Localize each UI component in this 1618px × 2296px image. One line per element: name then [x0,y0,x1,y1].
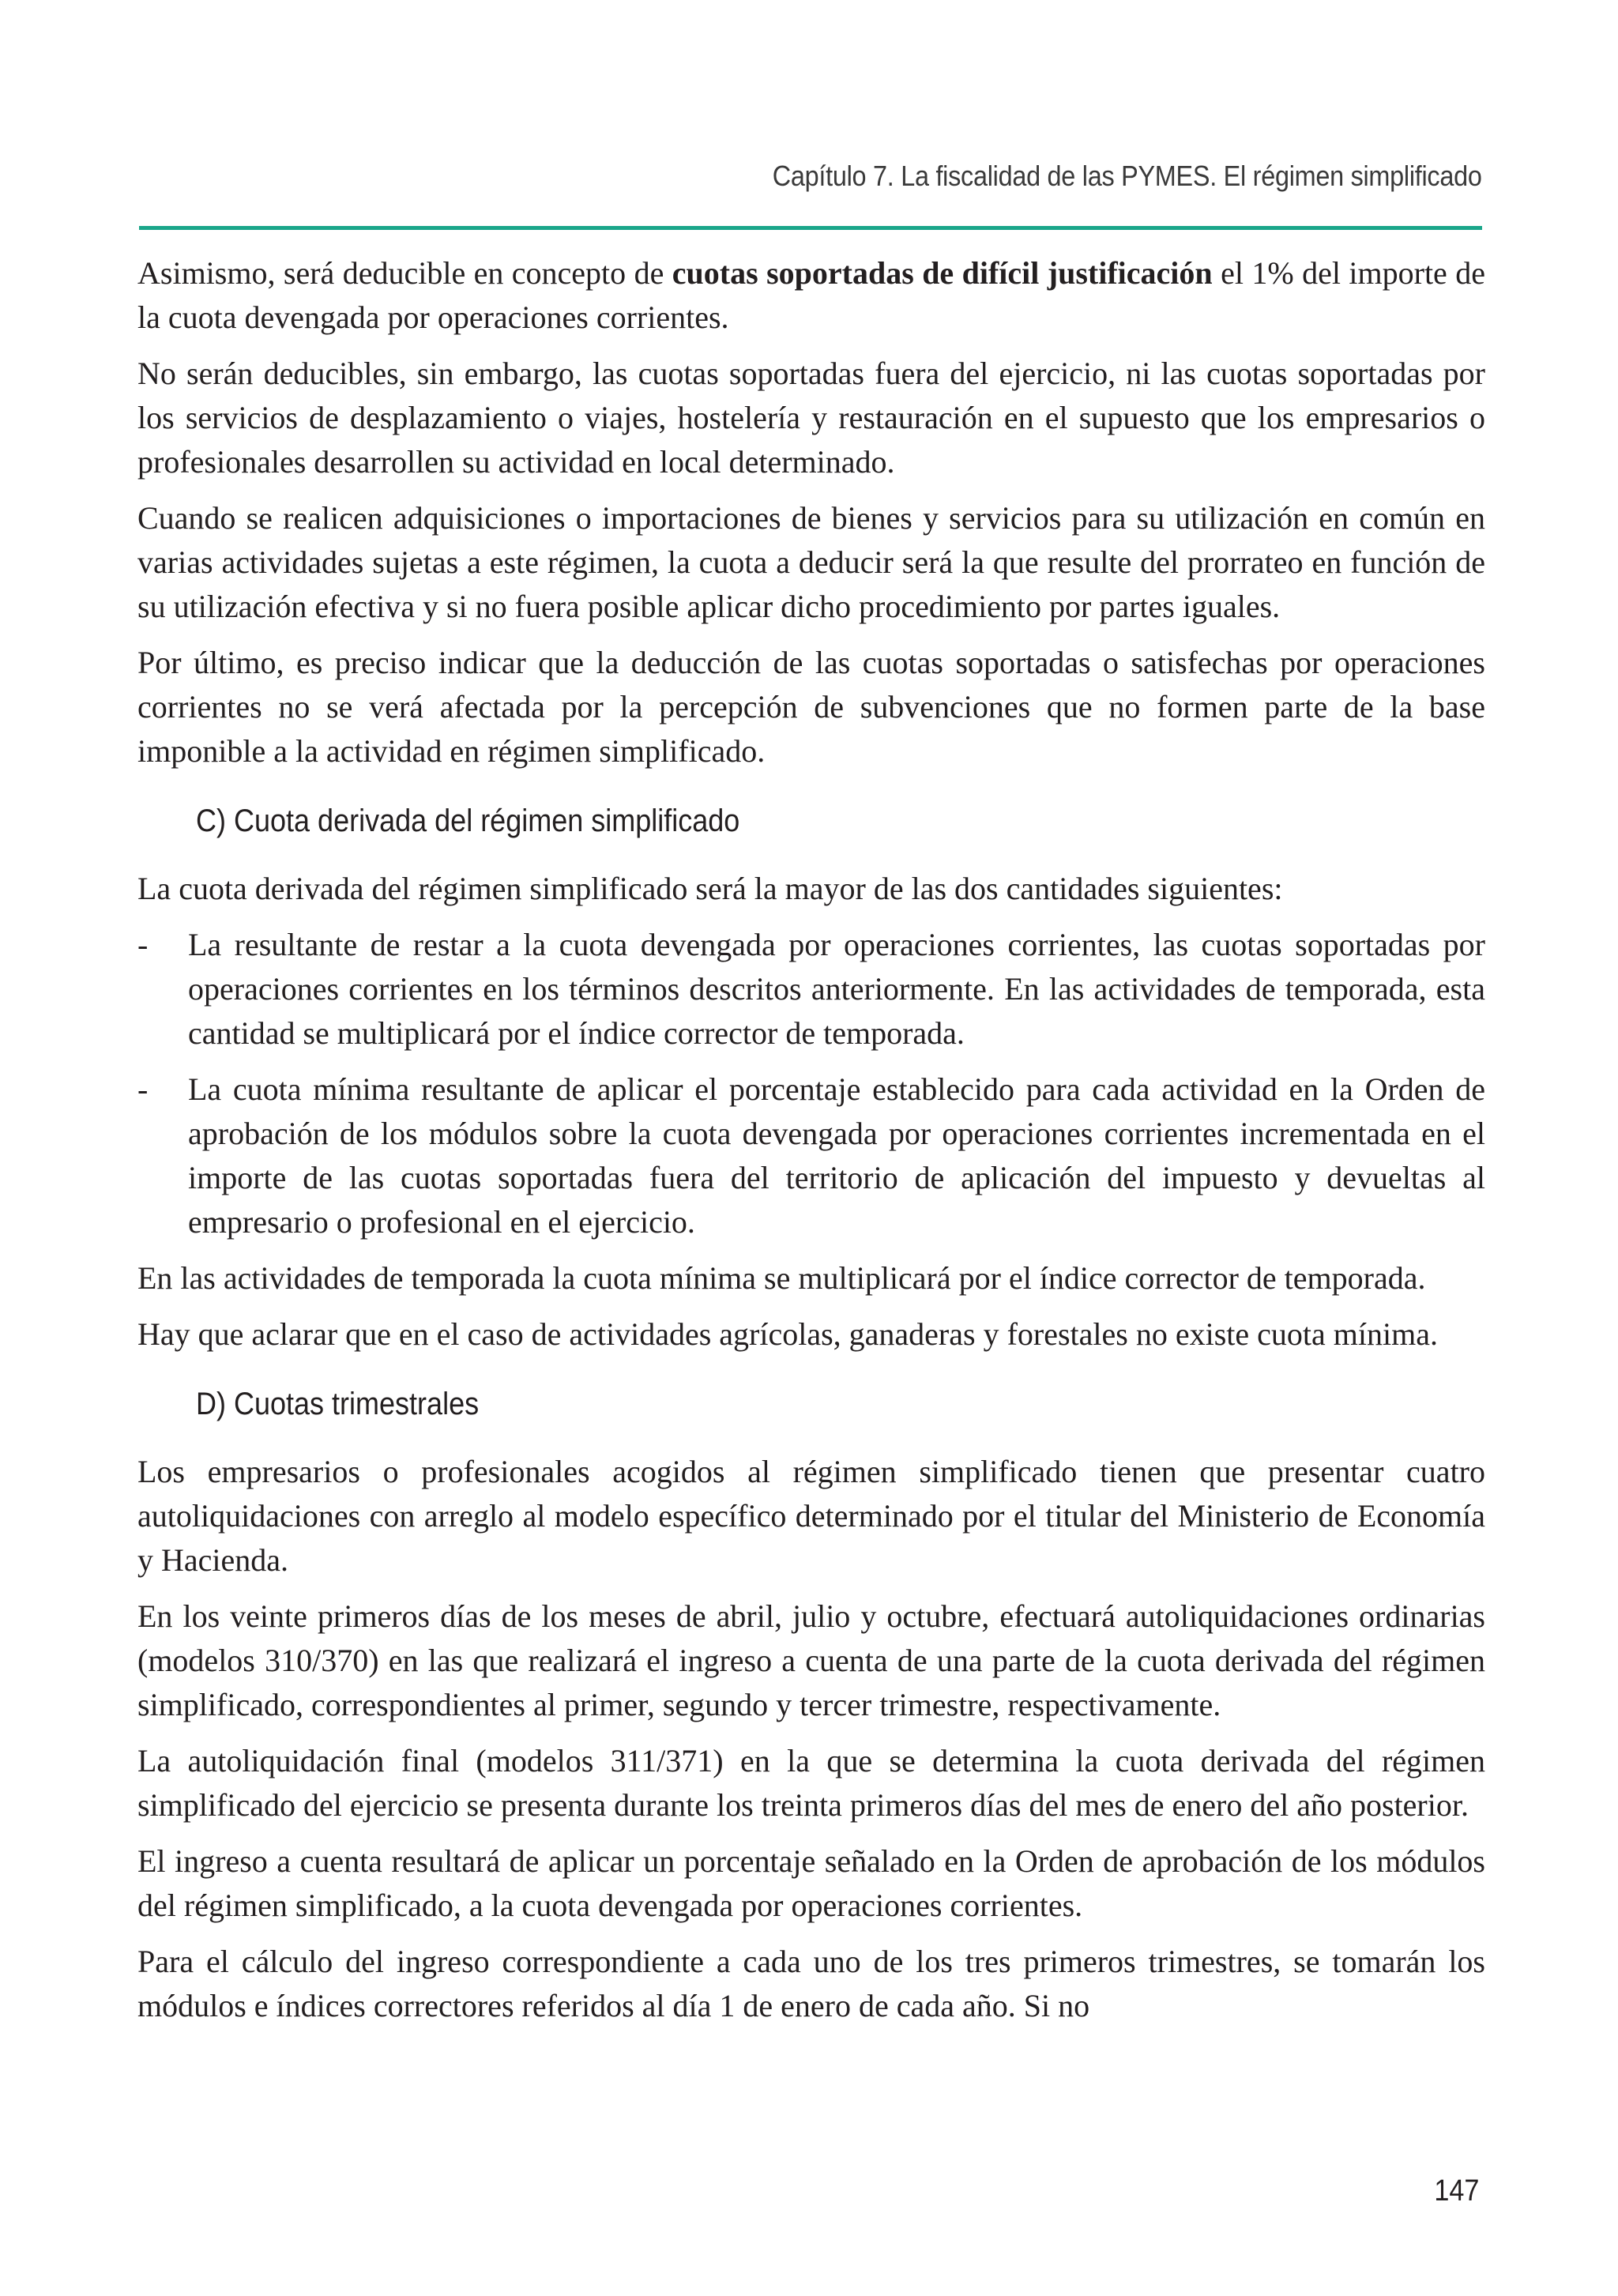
dash-marker: - [137,927,149,962]
header-rule [139,226,1482,230]
paragraph: Para el cálculo del ingreso correspondiente a cada uno de los tres primeros trimestres, se tomarán los módulos e índices correctores referidos al día 1 de enero de cada año. Si no [137,1944,1485,2023]
paragraph: Hay que aclarar que en el caso de actividades agrícolas, ganaderas y forestales no existe cuota mínima. [137,1316,1438,1352]
bold-term: cuotas soportadas de difícil justificación [672,255,1213,291]
paragraph: No serán deducibles, sin embargo, las cuotas soportadas fuera del ejercicio, ni las cuotas soportadas por los servicios de desplazamiento o viajes, hostelería y restauración en el supuesto que los empresarios o profesionales desarrollen su actividad en local determinado. [137,356,1485,480]
paragraph: El ingreso a cuenta resultará de aplicar un porcentaje señalado en la Orden de aprobación de los módulos del régimen simplificado, a la cuota devengada por operaciones corrientes. [137,1843,1485,1923]
paragraph: Los empresarios o profesionales acogidos al régimen simplificado tienen que presentar cuatro autoliquidaciones con arreglo al modelo específico determinado por el titular del Ministerio de Economía y Hacienda. [137,1454,1485,1578]
section-heading-c: C) Cuota derivada del régimen simplificado [196,804,740,838]
running-header: Capítulo 7. La fiscalidad de las PYMES. El régimen simplificado [773,160,1482,192]
bullet-list [137,923,1485,1244]
page-number: 147 [1433,2174,1479,2208]
paragraph: La cuota derivada del régimen simplificado será la mayor de las dos cantidades siguientes: [137,871,1283,906]
list-item: - La resultante de restar a la cuota devengada por operaciones corrientes, las cuotas soportadas por operaciones corrientes en los términos descritos anteriormente. En las actividades de temporada, esta cantidad se multiplicará por el índice corrector de temporada. [137,923,1485,1056]
paragraph: En los veinte primeros días de los meses de abril, julio y octubre, efectuará autoliquidaciones ordinarias (modelos 310/370) en las que realizará el ingreso a cuenta de una parte de la cuota derivada del régimen simplificado, correspondientes al primer, segundo y tercer trimestre, respectivamente. [137,1598,1485,1722]
dash-marker: - [137,1071,149,1107]
list-item: - La cuota mínima resultante de aplicar el porcentaje establecido para cada actividad en la Orden de aprobación de los módulos sobre la cuota devengada por operaciones corrientes incrementada en el importe de las cuotas soportadas fuera del territorio de aplicación del impuesto y devueltas al empresario o profesional en el ejercicio. [137,1067,1485,1244]
paragraph: En las actividades de temporada la cuota mínima se multiplicará por el índice corrector de temporada. [137,1260,1426,1296]
paragraph: La autoliquidación final (modelos 311/371) en la que se determina la cuota derivada del régimen simplificado del ejercicio se presenta durante los treinta primeros días del mes de enero del año posterior. [137,1743,1485,1823]
paragraph: Por último, es preciso indicar que la deducción de las cuotas soportadas o satisfechas por operaciones corrientes no se verá afectada por la percepción de subvenciones que no formen parte de la base imponible a la actividad en régimen simplificado. [137,645,1485,769]
page-body [137,251,1485,2040]
section-heading-d: D) Cuotas trimestrales [196,1387,480,1421]
paragraph: Cuando se realicen adquisiciones o importaciones de bienes y servicios para su utilización en común en varias actividades sujetas a este régimen, la cuota a deducir será la que resulte del prorrateo en función de su utilización efectiva y si no fuera posible aplicar dicho procedimiento por partes iguales. [137,500,1485,624]
paragraph: Asimismo, será deducible en concepto de cuotas soportadas de difícil justificación el 1% del importe de la cuota devengada por operaciones corrientes. [137,255,1485,335]
